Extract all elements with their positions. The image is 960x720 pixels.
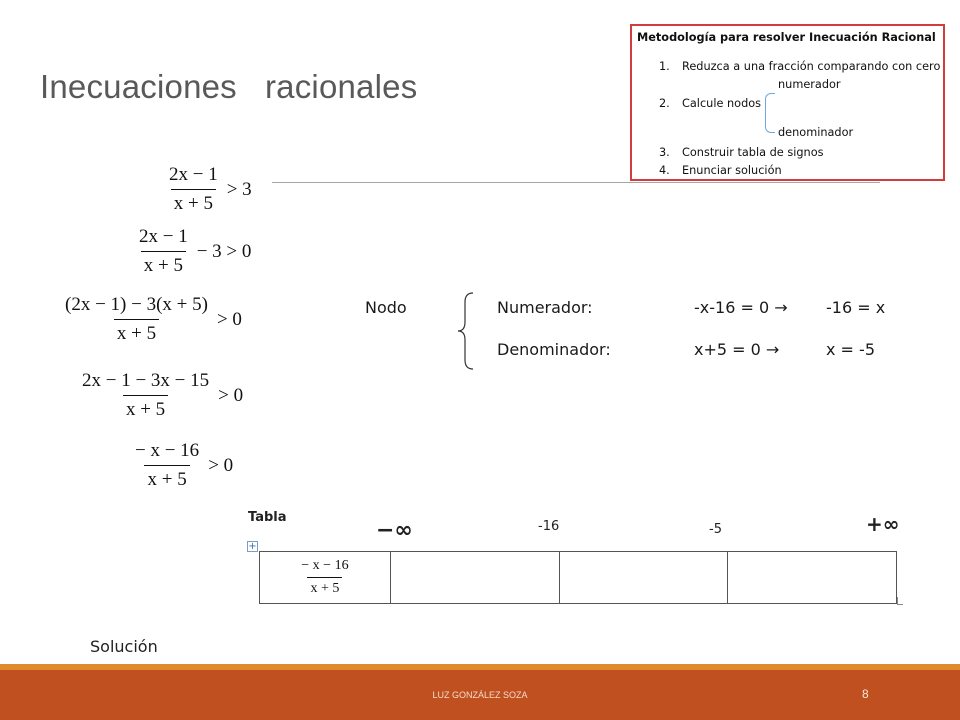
relation: > 0: [216, 308, 242, 330]
row-header-cell: [260, 552, 391, 604]
axis-node-minus-16: -16: [538, 519, 560, 534]
table-cell[interactable]: [728, 552, 897, 604]
table-resize-handle[interactable]: [897, 597, 903, 605]
methodology-title: Metodología para resolver Inecuación Racional: [637, 31, 936, 44]
fraction-denominator: x + 5: [123, 395, 168, 421]
step-text: Reduzca a una fracción comparando con cero: [682, 60, 941, 73]
nodo-name: Denominador:: [497, 340, 611, 359]
fraction-numerator: 2x − 1: [139, 226, 188, 247]
footer-author: LUZ GONZÁLEZ SOZA: [432, 690, 528, 700]
fraction-numerator: 2x − 1 − 3x − 15: [82, 370, 210, 391]
fraction: [298, 558, 351, 597]
fraction: [79, 370, 212, 421]
fraction: [166, 164, 221, 215]
methodology-brace: [765, 93, 775, 133]
fraction-numerator: − x − 16: [135, 440, 200, 461]
nodo-result: x = -5: [826, 340, 875, 359]
fraction-numerator: (2x − 1) − 3(x + 5): [65, 294, 208, 315]
axis-node-minus-5: -5: [709, 522, 722, 537]
methodology-sub-numerador: numerador: [778, 78, 841, 91]
title-divider: [272, 182, 880, 183]
fraction-numerator: − x − 16: [301, 558, 349, 573]
table-move-handle[interactable]: +: [248, 541, 257, 552]
table-row: [260, 552, 897, 604]
inequality-step-3: [62, 294, 242, 345]
inequality-step-2: [136, 226, 251, 277]
axis-minus-infinity: −∞: [376, 518, 413, 543]
row-header-expression: [260, 558, 390, 597]
methodology-box: [630, 24, 945, 181]
step-text: Calcule nodos: [682, 97, 762, 110]
fraction-denominator: x + 5: [141, 251, 186, 277]
fraction: [136, 226, 191, 277]
slide-title: Inecuaciones racionales: [40, 68, 418, 105]
solucion-label: Solución: [76, 628, 181, 668]
nodo-equation: -x-16 = 0 →: [694, 298, 788, 317]
relation: − 3 > 0: [196, 240, 252, 262]
sign-table: [259, 551, 897, 604]
step-text: Construir tabla de signos: [682, 146, 824, 159]
relation: > 3: [226, 178, 252, 200]
methodology-sub-denominador: denominador: [778, 126, 854, 139]
nodo-name: Numerador:: [497, 298, 593, 317]
nodo-equation: x+5 = 0 →: [694, 340, 780, 359]
step-text: Enunciar solución: [682, 164, 782, 177]
fraction-denominator: x + 5: [171, 189, 216, 215]
tabla-label: Tabla: [248, 510, 287, 525]
relation: > 0: [208, 454, 234, 476]
inequality-step-1: [166, 164, 252, 215]
step-number: 1.: [659, 60, 670, 73]
table-cell[interactable]: [559, 552, 728, 604]
axis-plus-infinity: +∞: [866, 512, 900, 536]
step-number: 2.: [659, 97, 670, 110]
relation: > 0: [218, 384, 244, 406]
inequality-step-5: [132, 440, 233, 491]
step-number: 3.: [659, 146, 670, 159]
nodo-label: Nodo: [365, 298, 407, 317]
fraction-denominator: x + 5: [307, 577, 342, 597]
footer-bar: [0, 670, 960, 720]
fraction: [132, 440, 202, 491]
table-cell[interactable]: [390, 552, 559, 604]
fraction-numerator: 2x − 1: [169, 164, 218, 185]
fraction: [62, 294, 211, 345]
fraction-denominator: x + 5: [114, 319, 159, 345]
page-number: 8: [862, 687, 869, 701]
fraction-denominator: x + 5: [144, 465, 189, 491]
inequality-step-4: [79, 370, 243, 421]
nodo-result: -16 = x: [826, 298, 886, 317]
step-number: 4.: [659, 164, 670, 177]
nodo-brace: [457, 292, 475, 370]
